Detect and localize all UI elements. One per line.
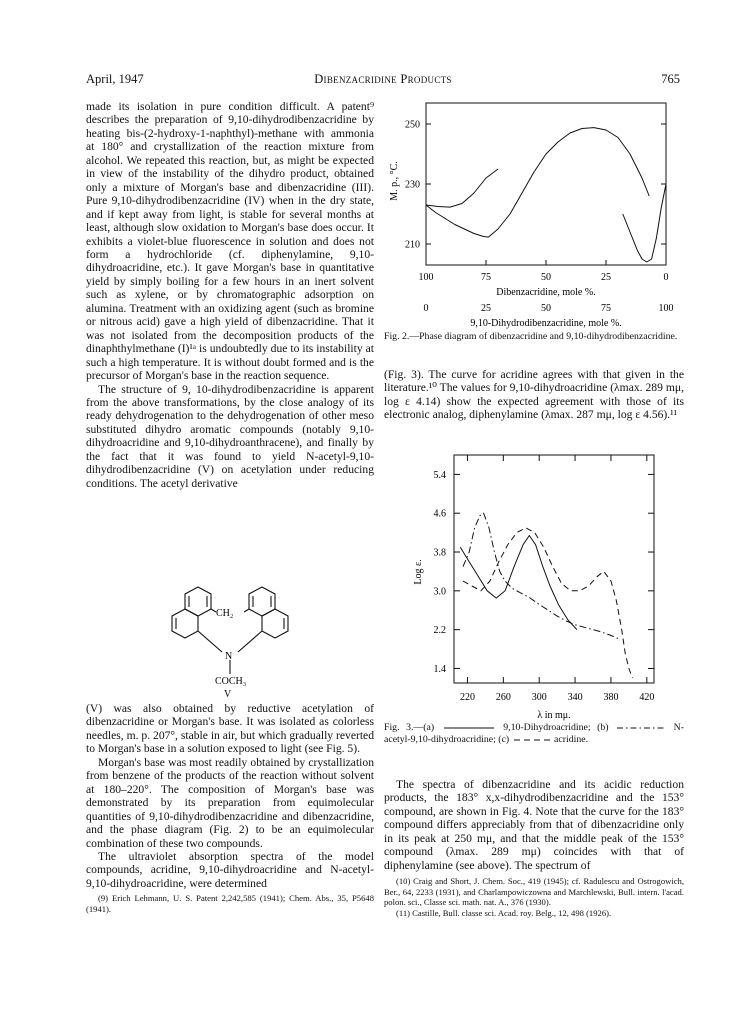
legend-dash-dot-line [615, 725, 667, 731]
fig3-curve-a [460, 536, 577, 630]
fig3-caption [384, 722, 684, 746]
fig3-ytick-label: 3.0 [433, 586, 446, 598]
fig3-caption-a-text: 9,10-Dihydroacridine; (b) [503, 722, 609, 733]
fig2-xtick-bottom-label: 75 [601, 303, 611, 314]
header-date: April, 1947 [86, 72, 144, 86]
left-paragraph-5: The ultraviolet absorption spectra of the model compounds, acridine, 9,10-dihydroacridine and N-acetyl-9,10-dihydroacridine, were determined [86, 849, 374, 890]
header-page-number: 765 [661, 72, 680, 86]
fig2-xtick-bottom-label: 0 [423, 303, 429, 314]
fig2-xlabel-bottom: 9,10-Dihydrodibenzacridine, mole %. [470, 318, 622, 329]
fig3-xtick-label: 380 [603, 692, 619, 703]
fig2-ytick-label: 250 [405, 119, 420, 131]
fig3-caption-a: Fig. 3.—(a) [384, 722, 435, 733]
fig3-xtick-label: 340 [567, 692, 583, 703]
fig2-curve-2 [426, 205, 488, 237]
fig2-ytick-label: 230 [405, 179, 420, 191]
structure-v-diagram [160, 582, 300, 700]
fig2-xtick-top-label: 25 [601, 272, 611, 283]
right-column-text-top [384, 368, 684, 422]
fig3-ytick-label: 4.6 [433, 508, 446, 520]
legend-dashed-line [512, 737, 552, 743]
fig2-xtick-bottom-label: 25 [481, 303, 491, 314]
left-column-text-bottom [86, 702, 374, 915]
structure-ch2-label: CH₂ [216, 608, 234, 619]
fig3-ytick-label: 2.2 [433, 625, 446, 637]
fig3-ylabel: Log ε. [413, 559, 424, 585]
left-paragraph-1: made its isolation in pure condition difficult. A patent⁹ describes the preparation of 9,10-dihydrodibenzacridine by heating bis-(2-hydroxy-1-naphthyl)-methane with ammonia at 180° and crystallization of the reaction mixture from alcohol. We repeated this reaction, but, as might be expected in view of the instability of the dihydro product, obtained only a mixture of Morgan's base and dibenzacridine (III). Pure 9,10-dihydrodibenzacridine (IV) when in the dry state, and if kept away from light, is stable for several months at least, although slow oxidation to Morgan's base does occur. It exhibits a violet-blue fluorescence in solution and does not form a hydrochloride (cf. diphenylamine, 9,10-dihydroacridine, etc.). It gave Morgan's base in quantitative yield by simply boiling for a few hours in an inert solvent such as xylene, or by chromatographic adsorption on alumina. Treatment with an oxidizing agent (such as bromine or nitrous acid) gave a high yield of dibenzacridine. That it was not isolated from the decomposition products of the dinaphthylmethane (I)¹ᵃ is undoubtedly due to its instability at such a high temperature. It is without doubt formed and is the precursor of Morgan's base in the reaction sequence. [86, 100, 374, 383]
left-paragraph-2: The structure of 9, 10-dihydrodibenzacridine is apparent from the above transformations, by the close analogy of its ready dehydrogenation to the dehydrogenation of other meso substituted dihydro aromatic compounds (notably 9,10-dihydroacridine and 9,10-dihydroanthracene), and finally by the fact that it was found to yield N-acetyl-9,10-dihydrodibenzacridine (V) on acetylation under reducing conditions. The acetyl derivative [86, 382, 374, 490]
structure-acetyl-label: COCH₃ [215, 676, 247, 687]
fig3-ytick-label: 1.4 [433, 663, 446, 675]
left-column-text-top [86, 100, 374, 490]
fig2-xtick-top-label: 50 [541, 272, 551, 283]
fig2-curve-1 [426, 169, 498, 207]
structure-n-label: N [225, 651, 233, 662]
fig2-xtick-top-label: 75 [481, 272, 491, 283]
right-column-text-bottom [384, 778, 684, 919]
legend-solid-line [441, 725, 497, 731]
running-header [86, 72, 680, 88]
fig2-xlabel-top: Dibenzacridine, mole %. [496, 287, 596, 298]
fig3-curve-b [463, 513, 620, 639]
fig2-ytick-label: 210 [405, 239, 420, 251]
fig3-xtick-label: 420 [639, 692, 655, 703]
fig3-caption-c-text: acridine. [554, 734, 589, 745]
fig2-curve-5 [652, 184, 666, 259]
fig2-xtick-bottom-label: 100 [658, 303, 674, 314]
left-paragraph-3: (V) was also obtained by reductive acetylation of dibenzacridine or Morgan's base. It was isolated as colorless needles, m. p. 207°, stable in air, but which gradually reverted to Morgan's base in a solution exposed to light (see Fig. 5). [86, 702, 374, 756]
footnote-11: (11) Castille, Bull. classe sci. Acad. roy. Belg., 12, 498 (1926). [396, 907, 612, 918]
fig2-xtick-top-label: 0 [663, 272, 669, 283]
footnote-9: (9) Erich Lehmann, U. S. Patent 2,242,585 (1941); Chem. Abs., 35, P5648 (1941). [86, 893, 374, 914]
right-paragraph-2: The spectra of dibenzacridine and its acidic reduction products, the 183° x,x-dihydrodibenzacridine and the 153° compound, are shown in Fig. 4. Note that the curve for the 183° compound differs appreciably from that of dibenzacridine only in its peak at 250 mμ, and that the middle peak of the 153° compound (λmax. 289 mμ) coincides with that of diphenylamine (see above). The spectrum of [384, 778, 684, 872]
fig3-ytick-label: 3.8 [433, 547, 446, 559]
left-paragraph-4: Morgan's base was most readily obtained by crystallization from benzene of the products of the reaction without solvent at 180–220°. The composition of Morgan's base was demonstrated by its preparation from equimolecular quantities of 9,10-dihydrodibenzacridine and dibenzacridine, and the phase diagram (Fig. 2) to be an equimolecular combination of these two compounds. [86, 755, 374, 850]
fig2-curve-4 [623, 214, 652, 262]
fig3-caption-b-text: N-acetyl-9,10-dihydroacridine; (c) [384, 722, 684, 745]
fig2-frame [426, 103, 666, 265]
right-paragraph-1: (Fig. 3). The curve for acridine agrees with that given in the literature.¹⁰ The values for 9,10-dihydroacridine (λmax. 289 mμ, log ε 4.14) show the expected agreement with those of its electronic analog, diphenylamine (λmax. 287 mμ, log ε 4.56).¹¹ [384, 368, 684, 422]
header-title: Dibenzacridine Products [314, 72, 452, 86]
fig2-xtick-bottom-label: 50 [541, 303, 551, 314]
fig3-xtick-label: 220 [459, 692, 475, 703]
fig3-xtick-label: 260 [495, 692, 511, 703]
footnote-10: (10) Craig and Short, J. Chem. Soc., 419 (1945); cf. Radulescu and Ostrogowich, Ber., 64, 2233 (1931), and Charlampowiczowna and Marchlewski, Bull. intern. l'acad. polon. sci., Classe sci. math. nat. A., 376 (1930). [384, 876, 684, 908]
fig3-curve-c [463, 528, 633, 678]
fig2-caption: Fig. 2.—Phase diagram of dibenzacridine and 9,10-dihydrodibenzacridine. [384, 331, 678, 342]
structure-compound-label: V [224, 689, 232, 700]
fig3-xlabel: λ in mμ. [537, 710, 571, 721]
figure-3-absorption-spectra [384, 450, 684, 724]
figure-2-phase-diagram [384, 96, 684, 336]
fig2-ylabel: M. p., °C. [389, 161, 400, 201]
fig3-ytick-label: 5.4 [433, 469, 446, 481]
fig2-xtick-top-label: 100 [418, 272, 434, 283]
fig3-xtick-label: 300 [531, 692, 547, 703]
